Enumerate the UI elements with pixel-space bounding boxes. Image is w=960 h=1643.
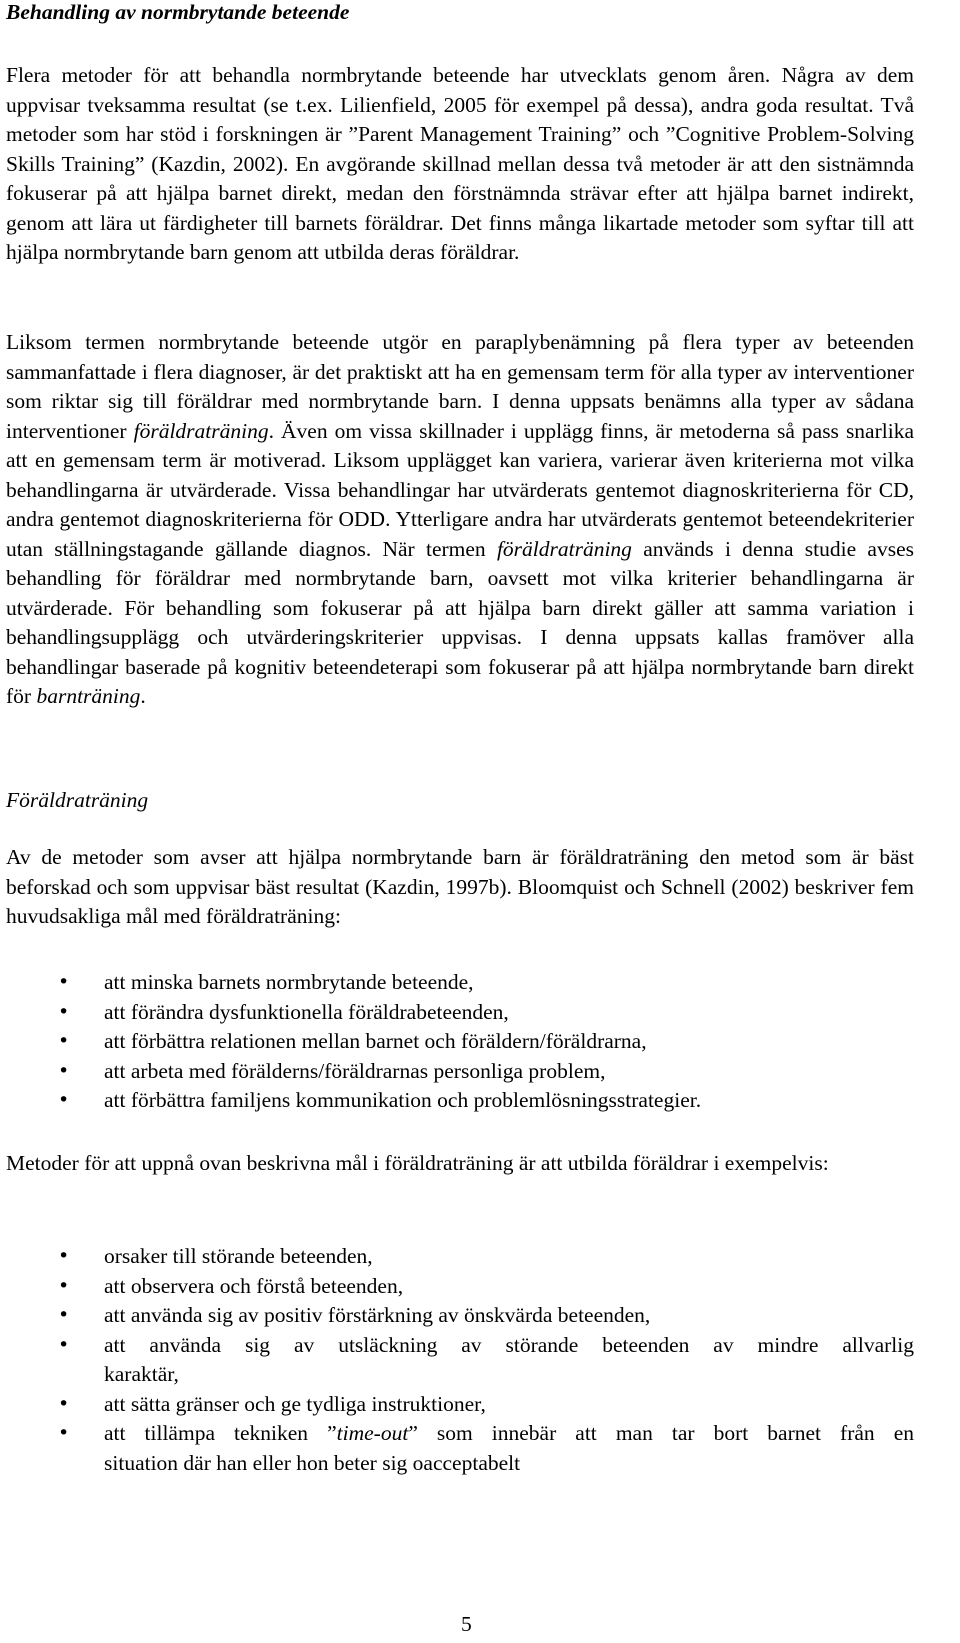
list-item-text: karaktär,	[104, 1362, 179, 1386]
list-item: • att förändra dysfunktionella föräldrabeteenden,	[6, 998, 914, 1028]
paragraph-intro: Flera metoder för att behandla normbrytande beteende har utvecklats genom åren. Några av dem uppvisar tveksamma resultat (se t.ex. Lilienfield, 2005 för exempel på dessa), andra goda resultat. Två metoder som har stöd i forskningen är ”Parent Management Training” och ”Cognitive Problem-Solving Skills Training” (Kazdin, 2002). En avgörande skillnad mellan dessa två metoder är att den sistnämnda fokuserar på att hjälpa barnet direkt, medan den förstnämnda strävar efter att hjälpa barnet indirekt, genom att lära ut färdigheter till barnets föräldrar. Det finns många likartade metoder som syftar till att hjälpa normbrytande barn genom att utbilda deras föräldrar.	[6, 63, 914, 264]
list-item	[6, 1419, 914, 1478]
paragraph-text: används i denna studie avses behandling för föräldrar med normbrytande barn, oavsett mot vilka kriterier behandlingarna är utvärderade. För behandling som fokuserar på att hjälpa barn direkt gäller att samma variation i behandlingsupplägg och utvärderingskriterier uppvisas. I denna uppsats kallas framöver alla behandlingar baserade på kognitiv beteendeterapi som fokuserar på att hjälpa normbrytande barn direkt för	[6, 536, 914, 708]
paragraph-text: . Även om vissa skillnader i upplägg finns, är metoderna så pass snarlika att en gemensam term är motiverad. Liksom upplägget kan variera, varierar även kriterierna mot vilka behandlingarna är utvärderade. Vissa behandlingar har utvärderats gentemot diagnoskriterierna för CD, andra gentemot diagnoskriterierna för ODD. Ytterligare andra har utvärderats gentemot beteendekriterier utan ställningstagande gällande diagnos. När termen	[6, 418, 915, 561]
methods-list	[6, 1242, 914, 1478]
italic-term: time-out	[336, 1421, 409, 1445]
list-item: • att arbeta med förälderns/föräldrarnas personliga problem,	[6, 1057, 914, 1087]
italic-term: föräldraträning	[133, 418, 269, 443]
italic-term: barnträning	[36, 684, 141, 708]
list-item: • att sätta gränser och ge tydliga instruktioner,	[6, 1390, 914, 1420]
list-item-text: situation där han eller hon beter sig oacceptabelt	[104, 1450, 521, 1475]
paragraph-parent-training: Av de metoder som avser att hjälpa normbrytande barn är föräldraträning den metod som är bäst beforskad och som uppvisar bäst resultat (Kazdin, 1997b). Bloomquist och Schnell (2002) beskriver fem huvudsakliga mål med föräldraträning:	[6, 845, 914, 928]
list-item-text: ” som innebär att man tar bort barnet från en	[408, 1421, 914, 1445]
list-item-text: att tillämpa tekniken ”	[104, 1421, 337, 1445]
paragraph-methods: Metoder för att uppnå ovan beskrivna mål i föräldraträning är att utbilda föräldrar i exempelvis:	[6, 1151, 829, 1175]
list-item: • att observera och förstå beteenden,	[6, 1272, 914, 1302]
paragraph-text: .	[140, 684, 146, 708]
italic-term: föräldraträning	[496, 536, 632, 561]
subsection-heading: Föräldraträning	[6, 788, 149, 812]
section-heading: Behandling av normbrytande beteende	[6, 0, 350, 24]
list-item-text: • att använda sig av utsläckning av störande beteenden av mindre allvarlig	[104, 1332, 914, 1357]
list-item-line	[104, 1419, 914, 1449]
list-item: • att förbättra familjens kommunikation och problemlösningsstrategier.	[6, 1086, 914, 1116]
paragraph-terminology	[6, 328, 914, 712]
goals-list	[6, 968, 914, 1116]
list-item: • att förbättra relationen mellan barnet och föräldern/föräldrarna,	[6, 1027, 914, 1057]
list-item: • att minska barnets normbrytande beteende,	[6, 968, 914, 998]
list-item: • att använda sig av positiv förstärkning av önskvärda beteenden,	[6, 1301, 914, 1331]
paragraph-text: Liksom termen normbrytande beteende utgör en paraplybenämning på flera typer av beteenden sammanfattade i flera diagnoser, är det praktiskt att ha en gemensam term för alla typer av interventioner som riktar sig till föräldrar med normbrytande barn. I denna uppsats benämns alla typer av sådana interventioner	[6, 330, 914, 443]
list-item: • orsaker till störande beteenden,	[6, 1242, 914, 1272]
page-number: 5	[461, 1612, 472, 1636]
list-item	[6, 1331, 914, 1390]
